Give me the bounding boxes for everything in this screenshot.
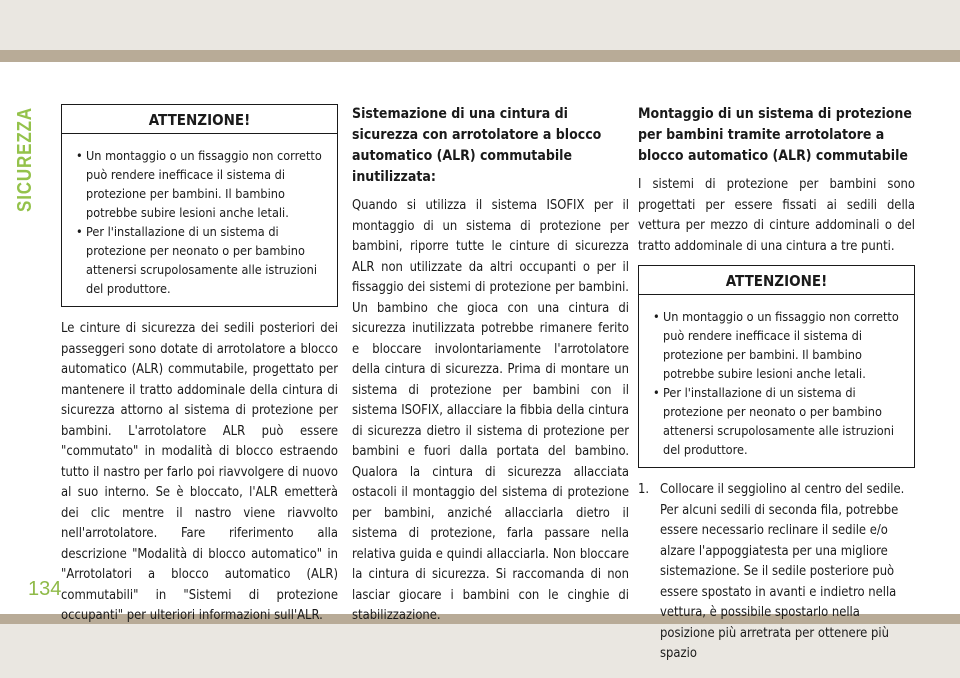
page-number: 134	[28, 578, 62, 600]
section-heading: Sistemazione di una cintura di sicurezza con arrotolatore a blocco automatico (ALR) commutabile inutilizzata:	[352, 106, 602, 185]
column-3	[638, 104, 915, 665]
column-1	[61, 104, 338, 635]
warning-box	[61, 104, 338, 307]
steps-list	[638, 480, 915, 665]
step-number: 1.	[638, 482, 650, 497]
bullet-icon: •	[76, 224, 83, 239]
step-item: 1. Collocare il seggiolino al centro del sedile. Per alcuni sedili di seconda fila, potrebbe essere necessario reclinare il sedile e/o alzare l'appoggiatesta per una migliore sistemazione. Se il sedile posteriore può essere spostato in avanti e indietro nella vettura, è possibile spostarlo nella posizione più arretrata per ottenere più spazio	[638, 482, 905, 661]
bullet-icon: •	[653, 385, 660, 400]
body-paragraph: Quando si utilizza il sistema ISOFIX per il montaggio di un sistema di protezione per bambini, riporre tutte le cinture di sicurezza ALR non utilizzate da altri occupanti o per il fissaggio dei sistemi di protezione per bambini. Un bambino che gioca con una cintura di sicurezza inutilizzata potrebbe rimanere ferito e bloccare involontariamente l'arrotolatore della cintura di sicurezza. Prima di montare un sistema di protezione per bambini con il sistema ISOFIX, allacciare la fibbia della cintura di sicurezza dietro il sistema di protezione per bambini e fuori dalla portata del bambino. Qualora la cintura di sicurezza allacciata ostacoli il montaggio del sistema di protezione per bambini, anziché allacciarla dietro il sistema di protezione, farla passare nella relativa guida e quindi allacciarla. Non bloccare la cintura di sicurezza. Si raccomanda di non lasciar giocare i bambini con le cinghie di stabilizzazione.	[352, 198, 629, 623]
body-paragraph: Le cinture di sicurezza dei sedili posteriori dei passeggeri sono dotate di arrotolatore a blocco automatico (ALR) commutabile, progettato per mantenere il tratto addominale della cintura di sicurezza attorno al sistema di protezione per bambini. L'arrotolatore ALR può essere "commutato" in modalità di blocco estraendo tutto il nastro per farlo poi riavvolgere di nuovo al suo interno. Se è bloccato, l'ALR emetterà dei clic mentre il nastro viene riavvolto nell'arrotolatore. Fare riferimento alla descrizione "Modalità di blocco automatico" in "Arrotolatori a blocco automatico (ALR) commutabili" in "Sistemi di protezione occupanti" per ulteriori informazioni sull'ALR.	[61, 321, 338, 623]
section-heading: Montaggio di un sistema di protezione per bambini tramite arrotolatore a blocco automatico (ALR) commutabile	[638, 106, 912, 164]
warning-item: • Per l'installazione di un sistema di protezione per neonato o per bambino attenersi scrupolosamente alle istruzioni del produttore.	[653, 385, 894, 457]
bullet-icon: •	[653, 309, 660, 324]
header-band	[0, 0, 960, 50]
warning-list	[62, 134, 337, 306]
warning-title: ATTENZIONE!	[639, 266, 914, 295]
warning-item: • Un montaggio o un fissaggio non corretto può rendere inefficace il sistema di protezione per bambini. Il bambino potrebbe subire lesioni anche letali.	[76, 148, 322, 220]
warning-title: ATTENZIONE!	[62, 105, 337, 134]
warning-item: • Un montaggio o un fissaggio non corretto può rendere inefficace il sistema di protezione per bambini. Il bambino potrebbe subire lesioni anche letali.	[653, 309, 899, 381]
warning-item: • Per l'installazione di un sistema di protezione per neonato o per bambino attenersi scrupolosamente alle istruzioni del produttore.	[76, 224, 317, 296]
column-2	[352, 104, 629, 635]
bullet-icon: •	[76, 148, 83, 163]
warning-list	[639, 295, 914, 467]
body-paragraph: I sistemi di protezione per bambini sono progettati per essere fissati ai sedili della vettura per mezzo di cinture addominali o del tratto addominale di una cintura a tre punti.	[638, 177, 915, 254]
header-rule	[0, 50, 960, 62]
warning-box	[638, 265, 915, 468]
section-label: SICUREZZA	[14, 107, 36, 212]
